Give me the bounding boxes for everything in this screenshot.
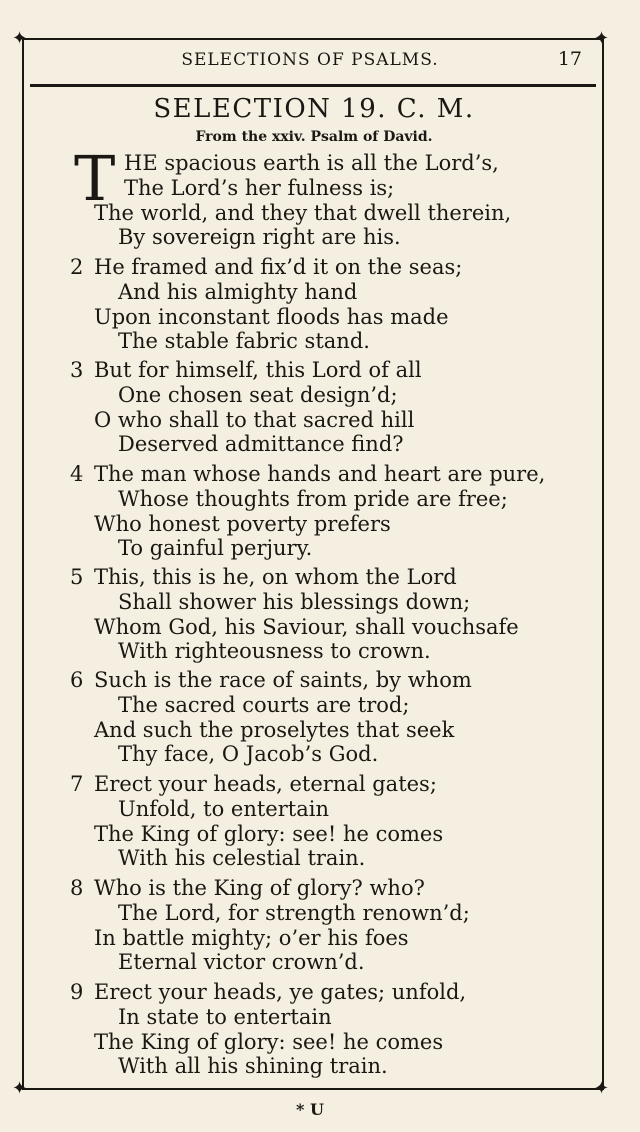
stanza-number: 3 (70, 358, 84, 382)
stanza-1 (70, 142, 590, 250)
verse-line: 7 Erect your heads, eternal gates; (70, 772, 437, 796)
page-number: 17 (557, 48, 582, 70)
stanza-8 (70, 876, 590, 975)
stanza-2 (70, 255, 590, 354)
stanza-number: 5 (70, 565, 84, 589)
top-border-rule (22, 38, 604, 40)
stanza-number: 2 (70, 255, 84, 279)
verse-line: Thy face, O Jacob’s God. (118, 742, 379, 767)
verse-line: HE spacious earth is all the Lord’s, (124, 151, 499, 175)
verse-line: 4 The man whose hands and heart are pure, (70, 462, 546, 486)
header-divider-rule (30, 84, 596, 87)
bottom-border-rule (22, 1088, 604, 1090)
stanza-5 (70, 565, 590, 664)
stanza-9 (70, 980, 590, 1079)
selection-subtitle: From the xxiv. Psalm of David. (195, 129, 433, 145)
verse-line: 6 Such is the race of saints, by whom (70, 668, 472, 692)
verse-line: Deserved admittance find? (118, 432, 404, 457)
verse-line: Upon inconstant floods has made (94, 304, 449, 329)
verse-line: The Lord’s her fulness is; (124, 175, 395, 200)
left-border-rule (22, 40, 24, 1090)
verse-line: 9 Erect your heads, ye gates; unfold, (70, 980, 467, 1004)
verse-line: The stable fabric stand. (118, 329, 370, 354)
printer-signature-mark: * U (296, 1100, 324, 1119)
verse-line: Unfold, to entertain (118, 796, 329, 821)
verse-line: The King of glory: see! he comes (94, 821, 444, 846)
verse-line: 2 He framed and fix’d it on the seas; (70, 255, 463, 279)
stanza-number: 8 (70, 876, 84, 900)
verse-line: O who shall to that sacred hill (94, 407, 415, 432)
verse-line: With his celestial train. (118, 846, 366, 871)
verse-line: Whose thoughts from pride are free; (118, 486, 508, 511)
stanza-number: 7 (70, 772, 84, 796)
stanza-number: 4 (70, 462, 84, 486)
drop-cap: T (74, 142, 116, 215)
verse-line: 8 Who is the King of glory? who? (70, 876, 425, 900)
verse-line: By sovereign right are his. (118, 225, 401, 250)
stanza-4 (70, 462, 590, 561)
verse-line: The King of glory: see! he comes (94, 1029, 444, 1054)
selection-title: SELECTION 19. C. M. (153, 94, 475, 124)
running-title: SELECTIONS OF PSALMS. (181, 50, 439, 70)
verse-line: Eternal victor crown’d. (118, 950, 365, 975)
verse-line: And such the proselytes that seek (94, 717, 455, 742)
verse-line: To gainful perjury. (118, 536, 313, 561)
verse-line: And his almighty hand (118, 279, 358, 304)
verse-line: Who honest poverty prefers (94, 511, 391, 536)
verse-line: The world, and they that dwell therein, (94, 200, 512, 225)
stanza-number: 9 (70, 980, 84, 1004)
verse-line: Whom God, his Saviour, shall vouchsafe (94, 614, 519, 639)
verse-line: The Lord, for strength renown’d; (118, 900, 470, 925)
verse-line: In battle mighty; o’er his foes (94, 925, 409, 950)
stanza-7 (70, 772, 590, 871)
corner-ornament-top-left: ✦ (12, 28, 28, 49)
verse-line: In state to entertain (118, 1004, 332, 1029)
verse-line: Shall shower his blessings down; (118, 589, 471, 614)
stanza-6 (70, 668, 590, 767)
verse-line: With righteousness to crown. (118, 639, 431, 664)
verse-line: 5 This, this is he, on whom the Lord (70, 565, 457, 589)
verse-line: 3 But for himself, this Lord of all (70, 358, 422, 382)
corner-ornament-top-right: ✦ (594, 28, 610, 49)
stanza-number: 6 (70, 668, 84, 692)
right-border-rule (602, 40, 604, 1090)
verse-line: The sacred courts are trod; (118, 692, 410, 717)
corner-ornament-bottom-right: ✦ (594, 1078, 610, 1099)
verse-line: With all his shining train. (118, 1054, 388, 1079)
stanza-3 (70, 358, 590, 457)
verse-line: One chosen seat design’d; (118, 382, 398, 407)
corner-ornament-bottom-left: ✦ (12, 1078, 28, 1099)
